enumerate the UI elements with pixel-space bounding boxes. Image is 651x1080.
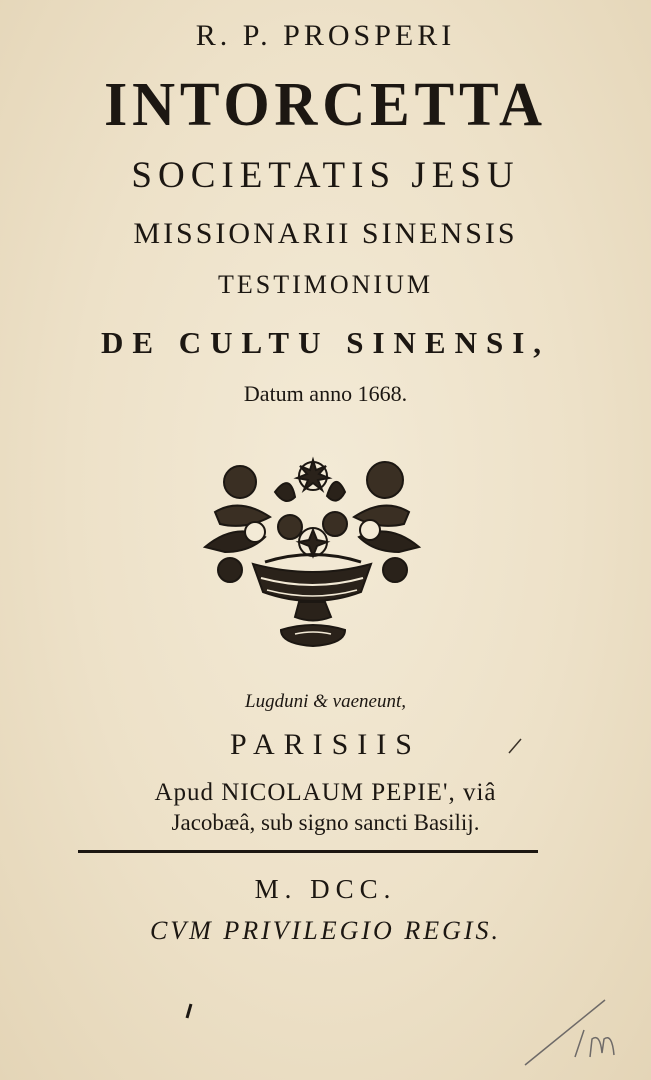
imprint-address: Jacobæâ, sub signo sancti Basilij. [171, 810, 480, 835]
imprint-printer: Apud NICOLAUM PEPIE', viâ [154, 779, 497, 806]
testimonium-line: TESTIMONIUM [218, 270, 433, 299]
imprint-city: PARISIIS [230, 728, 421, 761]
society-line: SOCIETATIS JESU [131, 155, 520, 196]
flower-basket-woodcut-icon [195, 452, 429, 652]
subject-line: DE CULTU SINENSI, [100, 325, 551, 360]
date-line: Datum anno 1668. [243, 381, 408, 406]
imprint-year: M. DCC. [254, 874, 397, 904]
privilege-line: CVM PRIVILEGIO REGIS. [149, 916, 502, 945]
ink-stroke-mark [505, 736, 525, 756]
imprint-places: Lugduni & vaeneunt, [245, 691, 406, 712]
author-surname: INTORCETTA [104, 71, 547, 139]
ink-spot-mark [183, 1002, 195, 1020]
author-prefix: R. P. PROSPERI [195, 19, 456, 52]
divider-rule [78, 850, 538, 853]
mission-line: MISSIONARII SINENSIS [133, 217, 518, 250]
pencil-annotation-mark [520, 995, 635, 1070]
